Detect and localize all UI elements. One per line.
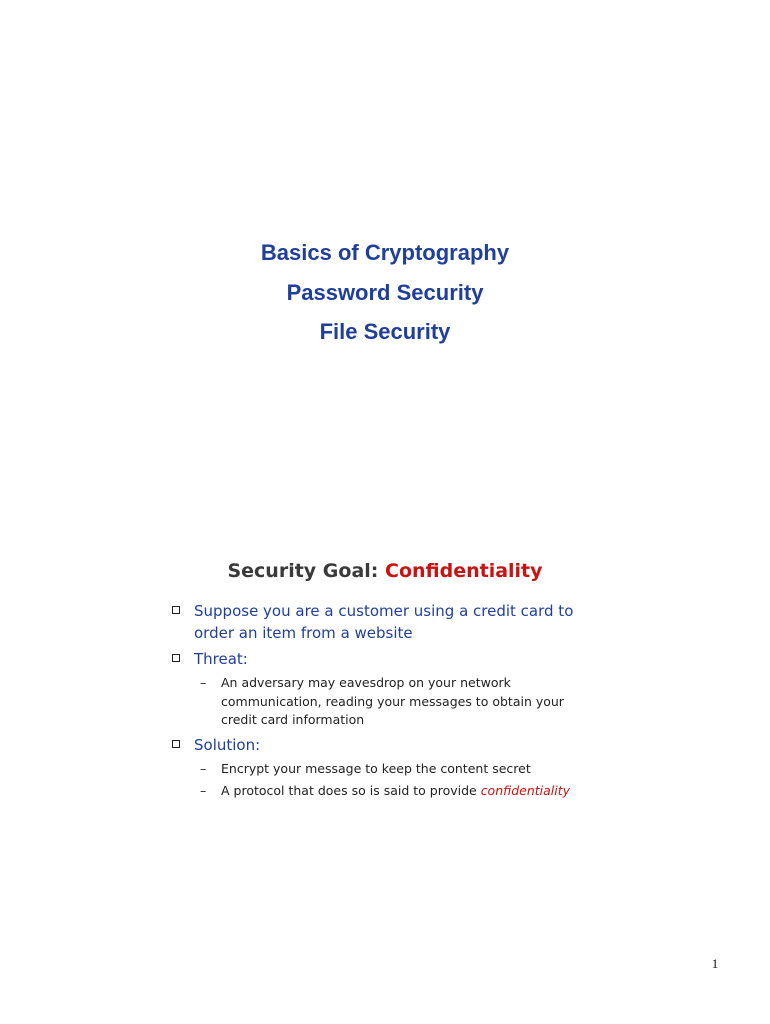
bullet-customer <box>172 600 592 644</box>
page-number: 1 <box>711 956 719 971</box>
dash-bullet: – <box>200 783 207 798</box>
checkbox-bullet-icon <box>172 740 180 748</box>
bullet-text: Threat: <box>194 650 248 668</box>
title-file-security: File Security <box>319 319 451 344</box>
checkbox-bullet-icon <box>172 606 180 614</box>
solution-point-text: Encrypt your message to keep the content secret <box>221 761 531 776</box>
title-password-security: Password Security <box>286 280 484 305</box>
bullet-threat <box>172 648 592 670</box>
solution-point <box>200 760 600 779</box>
checkbox-bullet-icon <box>172 654 180 662</box>
heading-accent: Confidentiality <box>385 560 543 582</box>
heading-prefix: Security Goal: <box>227 560 385 582</box>
dash-bullet: – <box>200 675 207 690</box>
bullet-text: Suppose you are a customer using a credit card to order an item from a website <box>194 602 574 642</box>
title-basics-of-cryptography: Basics of Cryptography <box>260 240 510 265</box>
solution-point <box>200 782 600 801</box>
confidentiality-emphasis: confidentiality <box>480 783 571 798</box>
solution-point-lead: A protocol that does so is said to provide <box>221 783 481 798</box>
slide-heading <box>0 558 770 584</box>
solution-point-text <box>221 782 600 801</box>
dash-bullet: – <box>200 761 207 776</box>
bullet-text: Solution: <box>194 736 261 754</box>
threat-point-text: An adversary may eavesdrop on your network communication, reading your messages to obtain your credit card information <box>221 675 564 727</box>
threat-point <box>200 674 600 730</box>
bullet-solution <box>172 734 592 756</box>
